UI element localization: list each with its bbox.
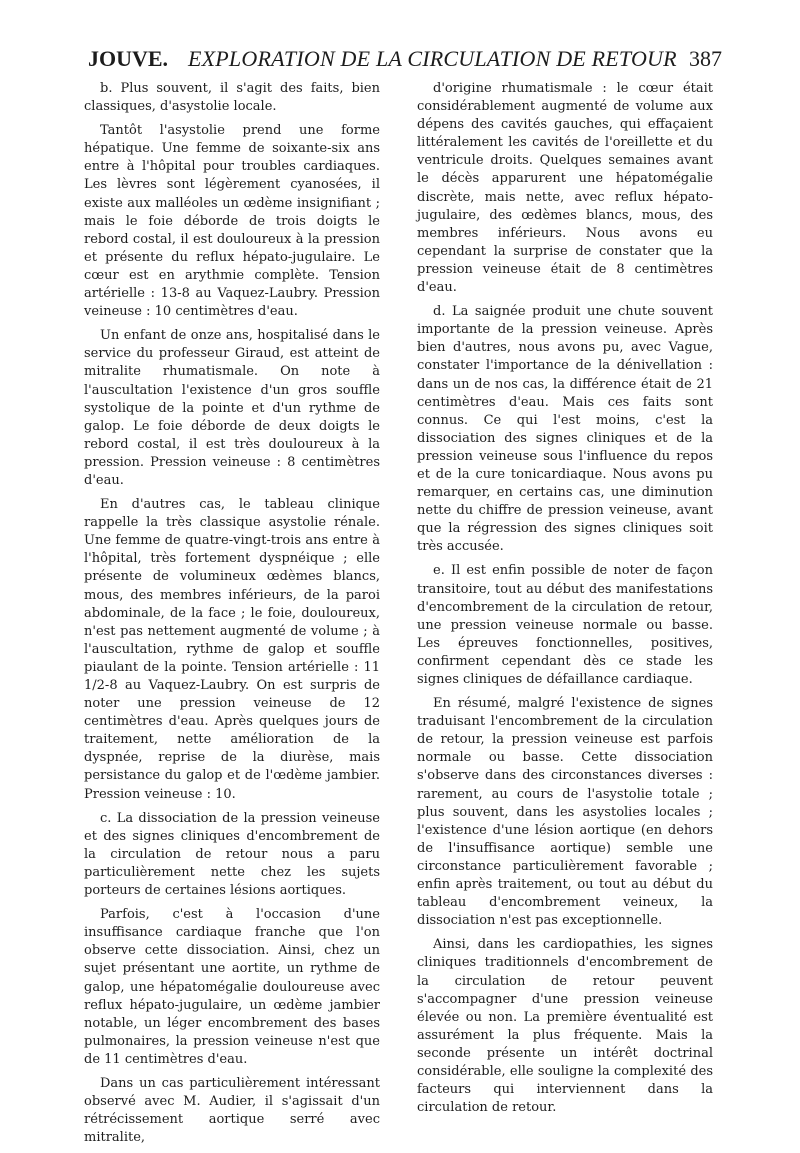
paragraph: Dans un cas particulièrement intéressant observé avec M. Audier, il s'agissait d'un rétrécissement aortique serré avec mitralite, xyxy=(84,1075,380,1146)
paragraph: Un enfant de onze ans, hospitalisé dans le service du professeur Giraud, est atteint de mitralite rhumatismale. On note à l'auscultation l'existence d'un gros souffle systolique de la pointe et d'un rythme de galop. Le foie déborde de deux doigts le rebord costal, il est très douloureux à la pression. Pression veineuse : 8 centimètres d'eau. xyxy=(84,328,380,488)
paragraph: En d'autres cas, le tableau clinique rappelle la très classique asystolie rénale. Une femme de quatre-vingt-trois ans entre à l'hôpital, très fortement dyspnéique ; elle présente de volumineux œdèmes blancs, mous, des membres inférieurs, de la paroi abdominale, de la face ; le foie, douloureux, n'est pas nettement augmenté de volume ; à l'auscultation, rythme de galop et souffle piaulant de la pointe. Tension artérielle : 11 1/2-8 au Vaquez-Laubry. On est surpris de noter une pression veineuse de 12 centimètres d'eau. Après quelques jours de traitement, nette amélioration de la dyspnée, reprise de la diurèse, mais persistance du galop et de l'œdème jambier. Pression veineuse : 10. xyxy=(84,497,380,802)
paragraph: Parfois, c'est à l'occasion d'une insuffisance cardiaque franche que l'on observe cette dissociation. Ainsi, chez un sujet présentant une aortite, un rythme de galop, une hépatomégalie douloureuse avec reflux hépato-jugulaire, un œdème jambier notable, un léger encombrement des bases pulmonaires, la pression veineuse n'est que de 11 centimètres d'eau. xyxy=(84,907,380,1067)
right-column xyxy=(417,80,713,1123)
paragraph: Tantôt l'asystolie prend une forme hépatique. Une femme de soixante-six ans entre à l'hôpital pour troubles cardiaques. Les lèvres sont légèrement cyanosées, il existe aux malléoles un œdème insignifiant ; mais le foie déborde de trois doigts le rebord costal, il est douloureux à la pression et présente du reflux hépato-jugulaire. Le cœur est en arythmie complète. Tension artérielle : 13-8 au Vaquez-Laubry. Pression veineuse : 10 centimètres d'eau. xyxy=(84,123,380,320)
page-number: 387 xyxy=(689,46,722,71)
paragraph: c. La dissociation de la pression veineuse et des signes cliniques d'encombrement de la circulation de retour nous a paru particulièrement nette chez les sujets porteurs de certaines lésions aortiques. xyxy=(84,810,380,899)
left-column xyxy=(84,80,380,1153)
header-author: JOUVE. xyxy=(88,46,169,71)
running-header xyxy=(88,44,722,74)
paragraph: d'origine rhumatismale : le cœur était considérablement augmenté de volume aux dépens des cavités gauches, qui effaçaient littéralement les cavités de l'oreillette et du ventricule droits. Quelques semaines avant le décès apparurent une hépatomégalie discrète, mais nette, avec reflux hépato-jugulaire, des œdèmes blancs, mous, des membres inférieurs. Nous avons eu cependant la surprise de constater que la pression veineuse était de 8 centimètres d'eau. xyxy=(417,81,713,296)
header-title: EXPLORATION DE LA CIRCULATION DE RETOUR xyxy=(188,46,677,71)
paragraph: Ainsi, dans les cardiopathies, les signes cliniques traditionnels d'encombrement de la circulation de retour peuvent s'accompagner d'une pression veineuse élevée ou non. La première éventualité est assurément la plus fréquente. Mais la seconde présente un intérêt doctrinal considérable, elle souligne la complexité des facteurs qui interviennent dans la circulation de retour. xyxy=(417,937,713,1116)
paragraph: En résumé, malgré l'existence de signes traduisant l'encombrement de la circulation de retour, la pression veineuse est parfois normale ou basse. Cette dissociation s'observe dans des circonstances diverses : rarement, au cours de l'asystolie totale ; plus souvent, dans les asystolies locales ; l'existence d'une lésion aortique (en dehors de l'insuffisance aortique) semble une circonstance particulièrement favorable ; enfin après traitement, ou tout au début du tableau d'encombrement veineux, la dissociation n'est pas exceptionnelle. xyxy=(417,696,713,929)
paragraph: d. La saignée produit une chute souvent importante de la pression veineuse. Après bien d'autres, nous avons pu, avec Vague, constater l'importance de la dénivellation : dans un de nos cas, la différence était de 21 centimètres d'eau. Mais ces faits sont connus. Ce qui l'est moins, c'est la dissociation des signes cliniques et de la pression veineuse sous l'influence du repos et de la cure tonicardiaque. Nous avons pu remarquer, en certains cas, une diminution nette du chiffre de pression veineuse, avant que la régression des signes cliniques soit très accusée. xyxy=(417,304,713,555)
paragraph: e. Il est enfin possible de noter de façon transitoire, tout au début des manifestations d'encombrement de la circulation de retour, une pression veineuse normale ou basse. Les épreuves fonctionnelles, positives, confirment cependant dès ce stade les signes cliniques de défaillance cardiaque. xyxy=(417,563,713,687)
paragraph: b. Plus souvent, il s'agit des faits, bien classiques, d'asystolie locale. xyxy=(84,81,380,115)
